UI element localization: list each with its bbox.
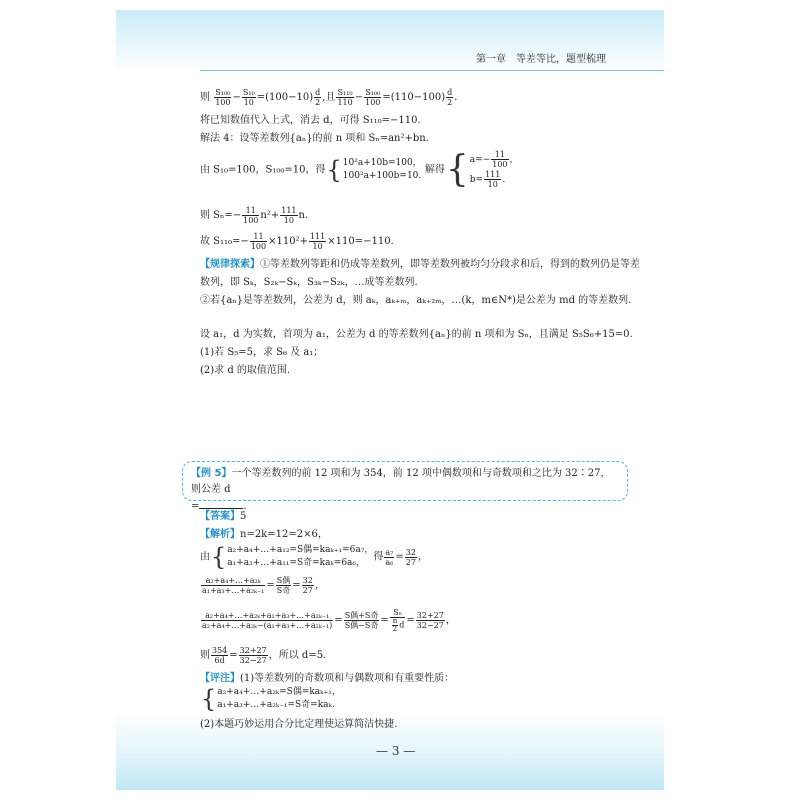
- exercise-part-1: (1)若 S₅=5，求 S₆ 及 a₁；: [200, 347, 324, 358]
- exercise-part-2: (2)求 d 的取值范围.: [200, 365, 291, 376]
- equation-line-6: 故 S₁₁₀=− $\frac{11}{100}$ ×110²+ $\frac{111}{10}$ ×110=−110.: [200, 232, 394, 251]
- left-brace: {: [201, 685, 217, 713]
- law-exploration-tag: 【规律探索】: [200, 259, 260, 270]
- chapter-header: 第一章 等差等比，题型梳理: [476, 54, 606, 65]
- left-brace: {: [445, 149, 469, 190]
- text-line-2: 将已知数值代入上式，消去 d，可得 S₁₁₀=−110.: [200, 115, 421, 126]
- answer-blank: [199, 498, 243, 509]
- fraction: $\frac{\text{S₁₀₀}}{100}$: [365, 88, 381, 107]
- solution-line-5: 则 $\frac{354}{6d}$ = $\frac{32+27}{32-27}$ ，所以 d=5.: [200, 646, 327, 665]
- answer-line: 【答案】5: [200, 511, 247, 522]
- equation-line-5: 则 Sₙ=− $\frac{11}{100}$ n²+ $\frac{111}{10}$ n.: [200, 206, 309, 225]
- fraction: $\frac{d}{2}$: [447, 88, 453, 107]
- fraction: $\frac{\text{S₁₁₀}}{110}$: [337, 88, 353, 107]
- header-divider: [200, 70, 664, 71]
- example-text: 【例 5】一个等差数列的前 12 项和为 354，前 12 项中偶数项和与奇数项和之比为 32∶27，则公差 d = .: [191, 468, 611, 512]
- example-box: [182, 461, 628, 512]
- comment-system: { a₂+a₄+…+a₂ₖ=S偶=kaₖ₊₁， a₁+a₃+…+a₂ₖ₋₁=S奇=kaₖ.: [201, 685, 341, 713]
- left-brace: {: [211, 543, 227, 571]
- comment-tag: 【评注】: [200, 673, 240, 684]
- solution-tag: 【解析】: [200, 529, 240, 540]
- solution-line-3: $\frac{\text{a₂+a₄+…+a₂ₖ}}{\text{a₁+a₃+…+a₂ₖ₋₁}}$ = $\frac{\text{S偶}}{\text{S奇}}$ = $\frac{32}{27}$ ，: [202, 576, 325, 595]
- solution-line-4: $\frac{\text{a₂+a₄+…+a₂ₖ+a₁+a₃+…+a₂ₖ₋₁}}{\text{a₂+a₄+…+a₂ₖ−(a₁+a₃+…+a₂ₖ₋₁)}}$ = $\frac{\text{S偶+S奇}}{\text{S偶−S奇}}$ = Sₙ $\frac{n}{2}$ d = $\frac{32+27}{32-27}$ ，: [202, 608, 456, 633]
- comment-line-1: 【评注】(1)等差数列的奇数项和与偶数项和有重要性质：: [200, 673, 455, 684]
- solution-line-1: 【解析】n=2k=12=2×6，: [200, 529, 328, 540]
- law-exploration-line-3: ②若{aₙ}是等差数列，公差为 d，则 aₖ，aₖ₊ₘ，aₖ₊₂ₘ，…(k，m∈N*)是公差为 md 的等差数列.: [200, 295, 632, 306]
- equation-line-1: 则 $\frac{\text{S₁₀₀}}{100}$ − $\frac{\text{S₁₀}}{10}$ =(100−10) $\frac{d}{2}$ ,且 $\frac{\text{S₁₁₀}}{110}$ − $\frac{\text{S₁₀₀}}{100}$ =(110−100) $\frac{d}{2}$ .: [200, 88, 458, 107]
- fraction: $\frac{\text{S₁₀₀}}{100}$: [215, 88, 231, 107]
- page-number: — 3 —: [376, 744, 416, 758]
- fraction: $\frac{\text{S₁₀}}{10}$: [242, 88, 255, 107]
- comment-line-3: (2)本题巧妙运用合分比定理使运算简洁快捷.: [200, 719, 398, 730]
- solution-system: 由{ a₂+a₄+…+a₁₂=S偶=kaₖ₊₁=6a₇， a₁+a₃+…+a₁₁=S奇=kaₖ=6a₆， 得 $\frac{\text{a₇}}{\text{a₆}}$ = $\frac{32}{27}$ ，: [200, 543, 428, 571]
- page: [116, 10, 664, 790]
- fraction: $\frac{d}{2}$: [315, 88, 321, 107]
- equation-system-line-4: 由 S₁₀=100，S₁₀₀=10，得{ 10²a+10b=100， 100²a+100b=10. 解得{ a=− $\frac{11}{100}$ ， b= $\frac{111}{10}$ .: [200, 149, 519, 190]
- law-exploration-line-1: 【规律探索】①等差数列等距和仍成等差数列，即等差数列被均匀分段求和后，得到的数列仍是等差: [200, 259, 640, 270]
- law-exploration-line-2: 数列，即 Sₖ，S₂ₖ−Sₖ，S₃ₖ−S₂ₖ，…成等差数列.: [200, 277, 418, 288]
- exercise-statement: 设 a₁，d 为实数，首项为 a₁，公差为 d 的等差数列{aₙ}的前 n 项和为 Sₙ，且满足 S₅S₆+15=0.: [200, 329, 633, 340]
- left-brace: {: [326, 156, 342, 184]
- answer-tag: 【答案】: [200, 511, 240, 522]
- text-line-3: 解法 4：设等差数列{aₙ}的前 n 项和 Sₙ=an²+bn.: [200, 133, 429, 144]
- example-tag: 【例 5】: [191, 468, 232, 479]
